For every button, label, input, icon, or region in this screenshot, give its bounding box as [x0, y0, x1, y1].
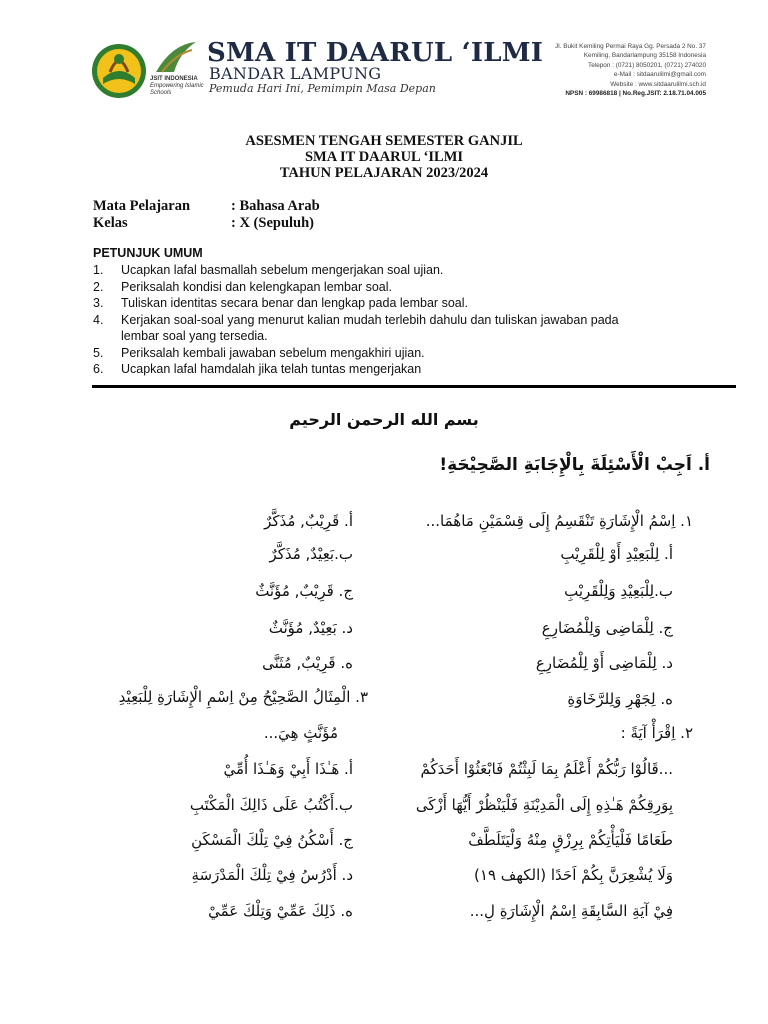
left-option-b: ب.بَعِيْدٌ, مُذَكَّرٌ — [269, 545, 353, 563]
question-1-option-e: ه. لِجَهْرِ وَلِلرَّخَاوَةِ — [567, 690, 673, 708]
question-2-stem: ٢. اِقْرَأْ آيَةً : — [620, 724, 693, 742]
divider — [92, 385, 736, 388]
subject-label: Mata Pelajaran — [93, 198, 191, 214]
exam-title: ASESMEN TENGAH SEMESTER GANJIL — [245, 133, 523, 149]
question-1-option-b: ب.لِلْبَعِيْدِ وَلِلْقَرِيْبِ — [564, 582, 673, 600]
address-line: Telepon : (0721) 8050201, (0721) 274020 — [588, 61, 706, 69]
question-3-option-d: د. أَدْرُسُ فِيْ تِلْكَ الْمَدْرَسَةِ — [191, 866, 353, 884]
instruction-item — [93, 295, 653, 312]
question-1-option-d: د. لِلْمَاضِى أَوْ لِلْمُضَارِعِ — [535, 654, 673, 672]
address-line: e-Mail : sitdaarulilmi@gmail.com — [613, 71, 706, 79]
question-2-verse-line: طَعَامًا فَلْيَأْتِكُمْ بِرِزْقٍ مِنْهُ وَلْيَتَلَطَّفْ — [468, 831, 673, 849]
question-1-stem: ١. اِسْمُ الْإِشَارَةِ تَنْقَسِمُ إِلَى قِسْمَيْنِ مَاهُمَا... — [425, 512, 693, 530]
instruction-text: Tuliskan identitas secara benar dan lengkap pada lembar soal. — [121, 296, 468, 310]
exam-school: SMA IT DAARUL ‘ILMI — [304, 149, 464, 165]
instruction-number: 3. — [93, 296, 104, 310]
subject-value: : Bahasa Arab — [231, 198, 320, 214]
question-3-stem: ٣. الْمِثَالُ الصَّحِيْحُ مِنْ اِسْمِ الْإِشَارَةِ لِلْبَعِيْدِ — [118, 688, 368, 706]
address-line: Jl. Bukit Kemiling Permai Raya Gg. Persada 2 No. 37 — [555, 43, 706, 50]
jsit-name: JSIT INDONESIA — [150, 76, 198, 82]
left-option-e: ه. قَرِيْبٌ, مُثَنَّى — [262, 654, 353, 672]
instruction-number: 2. — [93, 279, 104, 294]
question-3-stem-cont: مُؤَنَّثٍ هِيَ... — [263, 724, 338, 742]
school-address — [466, 42, 706, 98]
instruction-number: 1. — [93, 263, 104, 277]
question-1-option-c: ج. لِلْمَاضِى وَلِلْمُضَارِعِ — [541, 619, 673, 637]
instruction-item — [93, 361, 653, 378]
jsit-tagline: Empowering Islamic Schools — [150, 83, 204, 96]
address-line: Kemiling, Bandarlampung 35158 Indonesia — [583, 52, 706, 60]
question-2-question-line: فِيْ آيَةِ السَّابِقَةِ اِسْمُ الْإِشَارَةِ لِ... — [469, 902, 673, 920]
left-option-d: د. بَعِيْدٌ, مُؤَنَّثٌ — [268, 619, 353, 637]
instructions-list — [93, 262, 653, 378]
class-label: Kelas — [93, 215, 128, 231]
instruction-number: 4. — [93, 312, 104, 327]
school-motto: Pemuda Hari Ini, Pemimpin Masa Depan — [209, 82, 436, 95]
instruction-text: Periksalah kembali jawaban sebelum mengakhiri ujian. — [121, 345, 425, 360]
instruction-text: Periksalah kondisi dan kelengkapan lembar soal. — [121, 279, 392, 294]
school-logo — [90, 42, 148, 100]
left-option-c: ج. قَرِيْبٌ, مُؤَنَّثٌ — [255, 582, 353, 600]
section-a-instruction: أ. اَجِبْ الْأَسْئِلَةَ بِالْإِجَابَةِ الصَّحِيْحَةِ! — [439, 455, 710, 475]
question-3-option-e: ه. ذَلِكَ عَمِّيْ وَتِلْكَ عَمِّيْ — [208, 902, 353, 920]
question-2-verse-line: بِوَرِقِكُمْ هَـٰذِهِ إِلَى الْمَدِيْنَةِ فَلْيَنْظُرْ أَيُّهَا أَزْكَى — [415, 796, 673, 814]
school-city: BANDAR LAMPUNG — [209, 64, 382, 83]
class-value: : X (Sepuluh) — [231, 215, 314, 231]
instruction-item — [93, 262, 653, 279]
question-1-option-a: أ. لِلْبَعِيْدِ أَوْ لِلْقَرِيْبِ — [560, 545, 673, 563]
left-option-a: أ. قَرِيْبٌ, مُذَكَّرٌ — [264, 512, 353, 530]
instruction-text: Ucapkan lafal basmallah sebelum mengerjakan soal ujian. — [121, 263, 444, 277]
question-3-option-b: ب.أَكْتُبُ عَلَى ذَالِكَ الْمَكْتَبِ — [189, 796, 353, 814]
instruction-number: 5. — [93, 345, 104, 360]
exam-year: TAHUN PELAJARAN 2023/2024 — [279, 165, 489, 181]
instruction-text: Kerjakan soal-soal yang menurut kalian mudah terlebih dahulu dan tuliskan jawaban pada lembar soal yang tersedia. — [121, 312, 619, 343]
instruction-item — [93, 345, 653, 362]
question-2-verse-line: وَلَا يُشْعِرَنَّ بِكُمْ اَحَدًا (الكهف ١٩) — [474, 866, 673, 884]
school-name: SMA IT DAARUL ‘ILMI — [207, 38, 544, 68]
question-3-option-a: أ. هَـٰذَا أَبِيْ وَهَـٰذَا أُمِّيْ — [223, 760, 353, 778]
instruction-item — [93, 279, 653, 296]
address-line: Website : www.sitdaarulilmi.sch.id — [610, 80, 706, 88]
instruction-text: Ucapkan lafal hamdalah jika telah tuntas mengerjakan — [121, 362, 422, 376]
basmalah: بسم الله الرحمن الرحيم — [289, 410, 479, 429]
address-line-npsn: NPSN : 69986818 | No.Reg.JSIT: 2.18.71.04.005 — [565, 90, 706, 98]
instruction-item — [93, 312, 653, 345]
question-3-option-c: ج. أَسْكُنُ فِيْ تِلْكَ الْمَسْكَنِ — [191, 831, 353, 849]
instructions-heading: PETUNJUK UMUM — [93, 246, 203, 260]
question-2-verse-line: ...قَالُوْا رَبُّكُمْ أَعْلَمُ بِمَا لَبِثْتُمْ فَابْعَثُوْا أَحَدَكُمْ — [420, 760, 673, 778]
instruction-number: 6. — [93, 362, 104, 376]
